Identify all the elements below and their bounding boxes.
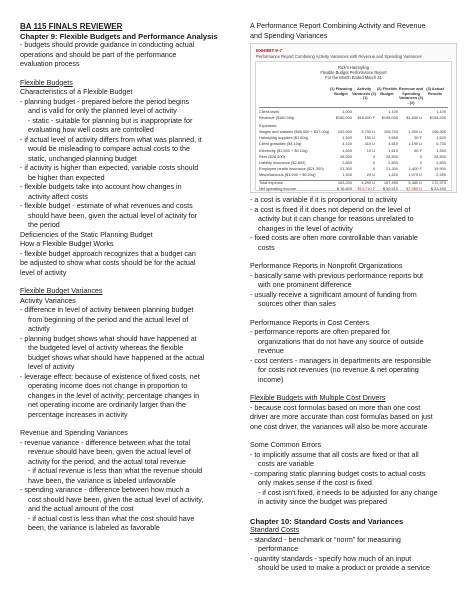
figure-cell: 150 U — [364, 135, 375, 141]
figure-cell: 0 — [372, 166, 375, 172]
indented-line: revenue should have been, given the actual level of — [28, 448, 191, 456]
figure-cell: 0 — [372, 160, 375, 165]
figure-column-header: (2) Flexible Budget — [376, 86, 398, 96]
text-line: and Spending Variances — [250, 31, 328, 40]
text-line: - difference in level of activity between planning budget — [20, 306, 194, 314]
chapter-heading: Chapter 10: Standard Costs and Variances — [250, 516, 404, 526]
indented-line: be higher than expected — [28, 173, 105, 182]
text-line: Performance Reports in Nonprofit Organizations — [250, 262, 403, 270]
figure-row-label: Electricity ($1,500 + $0.10q) — [259, 147, 308, 153]
figure-cell: $180,000 — [335, 115, 352, 121]
figure-cell: 10 U — [366, 147, 375, 153]
figure-cell: 167,490 — [383, 180, 398, 185]
figure-title-line: Flexible Budget Performance Report — [320, 70, 387, 75]
indented-line: static, unchanged planning budget — [28, 154, 137, 163]
figure-rule — [259, 107, 448, 108]
indented-line: changes in the level of activity; percentage changes in — [28, 391, 200, 400]
text-line: - flexible budget approach recognizes that a budget can — [20, 249, 196, 258]
figure-subtitle: Performance Report Combining Activity Variances with Revenue and Spending Variances — [256, 54, 422, 59]
indented-line: should have been, given the actual level of activity for — [28, 211, 198, 220]
spacer — [250, 385, 462, 394]
figure-cell: 105,700 — [383, 129, 398, 134]
figure-table — [255, 61, 452, 191]
figure-cell: 102,000 — [337, 129, 352, 134]
spacer — [250, 432, 462, 441]
figure-cell: 28,500 — [434, 153, 446, 159]
figure-cell: $1,600 U — [406, 115, 422, 121]
text-line: - flexible budgets take into account how changes in — [20, 183, 182, 191]
indented-line: - static - suitable for planning but is inappropriate for — [28, 116, 193, 125]
text-line: Activity Variances — [20, 296, 76, 305]
text-line: - standard - benchmark or “norm” for measuring — [250, 535, 401, 544]
figure-cell: $ 16,800 — [336, 186, 352, 192]
text-line: How a Flexible Budget Works — [20, 240, 114, 248]
indented-line: income) — [258, 375, 284, 384]
indented-line: and is valid for only the planned level of activity — [28, 107, 177, 115]
figure-cell: 163,200 — [337, 180, 352, 185]
section-heading: Flexible Budgets — [20, 78, 73, 87]
indented-line: should be used to make a product or provide a service — [258, 564, 430, 572]
figure-cell: 0 — [419, 153, 422, 159]
text-line: - if activity is higher than expected, variable costs should — [20, 164, 199, 172]
indented-line: activity but it can change for reasons unrelated to — [258, 215, 414, 223]
indented-line: the period — [28, 221, 60, 229]
figure-cell: 0 — [419, 160, 422, 165]
indented-line: activity affect costs — [28, 192, 88, 201]
indented-line: the budgeted level of activity whereas the flexible — [28, 344, 184, 352]
text-line: driver are more accurate than cost formulas based on just — [250, 413, 433, 421]
text-line: - a cost is fixed if it does not depend on the level of — [250, 205, 411, 214]
figure-cell: 19,900 — [434, 166, 446, 172]
figure-row-label: Revenue ($180.00q) — [259, 115, 295, 121]
indented-line: from beginning of the period and the actual level of — [28, 315, 189, 324]
text-line: Revenue and Spending Variances — [20, 429, 128, 437]
figure-column-header: Activity Variances (2) - (1) — [351, 86, 376, 101]
indented-line: costs — [258, 243, 275, 252]
right-column-notes — [250, 196, 462, 574]
text-line: one cost driver, the variances will also be more accurate — [250, 422, 428, 431]
text-line: - usually receive a significant amount of funding from — [250, 290, 417, 299]
text-line: - a cost is variable if it is proportional to activity — [250, 196, 398, 204]
text-line: - fixed costs are often more controllable than variable — [250, 234, 418, 242]
text-line: - revenue variance - difference between what the total — [20, 438, 191, 447]
figure-cell: 1,400 F — [408, 166, 422, 172]
indented-line: have been, the variance is labeled unfavorable — [28, 476, 176, 485]
figure-cell: 1,420 — [388, 172, 398, 178]
text-line: - spending variance - difference between how much a — [20, 486, 190, 494]
indented-line: activity — [28, 325, 50, 333]
text-line: - because cost formulas based on more than one cost — [250, 403, 421, 412]
figure-cell: 4,510 — [388, 141, 398, 147]
figure-row-label: Liability insurance ($2,800) — [259, 160, 306, 165]
figure-cell: 1,650 — [388, 135, 398, 141]
figure-cell: 2,800 — [436, 160, 446, 165]
indented-line: - if actual cost is less than what the cost should have — [28, 514, 195, 523]
indented-line: activity for the period, and the actual total revenue — [28, 457, 186, 466]
text-line: Performance Reports in Cost Centers — [250, 318, 370, 327]
text-line: Deficiencies of the Static Planning Budget — [20, 230, 153, 239]
figure-cell: 3,700 U — [361, 129, 375, 134]
figure-cell: 1,550 — [436, 147, 446, 153]
text-line: - performance reports are often prepared for — [250, 328, 390, 336]
text-line: A Performance Report Combining Activity and Revenue — [250, 22, 426, 30]
figure-row-label: Client-visits — [259, 109, 279, 114]
document-title: BA 115 FINALS REVIEWER — [20, 22, 123, 31]
indented-line: percentage increases in activity — [28, 410, 128, 419]
indented-line: been, the variance is labeled as favorable — [28, 524, 160, 532]
text-line: - if actual level of activity differs from what was planned, it — [20, 135, 202, 144]
text-line: evaluation process — [20, 60, 80, 68]
text-line: - flexible budget - estimate of what revenues and costs — [20, 202, 193, 210]
indented-line: sources other than sales — [258, 300, 336, 308]
indented-line: costs are variable — [258, 460, 314, 468]
text-line: - planning budget - prepared before the period begins — [20, 97, 190, 106]
section-heading: Flexible Budgets with Multiple Cost Drivers — [250, 394, 386, 402]
figure-cell: 1,000 U — [408, 129, 422, 134]
figure-cell: 1,070 U — [408, 172, 422, 178]
figure-cell: $ 23,430 — [430, 186, 446, 192]
figure-cell: 1,400 — [342, 172, 352, 178]
figure-cell: 1,500 — [342, 135, 352, 141]
indented-line: would be misleading to compare actual costs to the — [28, 145, 190, 153]
indented-line: revenue — [258, 347, 284, 355]
spacer — [20, 420, 238, 429]
indented-line: operating income does not change in proportion to — [28, 382, 188, 390]
figure-title-line: Rick's Hairstyling — [337, 65, 370, 70]
figure-row-label: Net operating income — [259, 186, 296, 192]
indented-line: level of activity — [28, 363, 75, 371]
figure-cell: $ 30,510 — [382, 186, 398, 192]
text-line: - planning budget shows what should have happened at — [20, 334, 197, 343]
figure-cell: 5,480 U — [408, 180, 422, 185]
figure-title-line: For the Month Ended March 31 — [325, 75, 382, 80]
figure-row-label: Client gratuities ($4.10q) — [259, 141, 302, 147]
text-line: - leverage effect: because of existence of fixed costs, net — [20, 372, 200, 381]
figure-cell: $7,080 U — [406, 186, 422, 192]
figure-row-label: Hairstyling supplies ($1.50q) — [259, 135, 309, 141]
figure-cell: 1,100 — [436, 109, 446, 114]
figure-row-label: Employee health insurance ($21,300) — [259, 166, 324, 172]
text-line: - to implicitly assume that all costs are fixed or that all — [250, 450, 419, 459]
figure-column-header: (1) Planning Budget — [329, 86, 353, 96]
text-line: - budgets should provide guidance in conducting actual — [20, 41, 195, 49]
figure-row-label: Wages and salaries ($65,000 + $37.00q) — [259, 129, 330, 134]
indented-line: organizations that do not have any source of outside — [258, 337, 424, 346]
figure-row-label: Expenses: — [259, 122, 278, 128]
indented-line: budget shows what should have happened at the actual — [28, 353, 205, 362]
figure-cell: 1,190 U — [408, 141, 422, 147]
figure-cell: 20 U — [366, 172, 375, 178]
figure-cell: 4,100 — [342, 141, 352, 147]
indented-line: evaluating how well costs are controlled — [28, 126, 154, 134]
figure-row-label: Rent ($28,500) — [259, 153, 285, 159]
text-line: be adjusted to show what costs should be for the actual — [20, 259, 196, 267]
figure-column-header: (3) Actual Results — [426, 86, 444, 96]
section-heading: Standard Costs — [250, 526, 300, 534]
figure-cell: 28,500 — [340, 153, 352, 159]
spacer — [250, 508, 462, 517]
indented-line: in activity since the budget was prepared — [258, 498, 388, 506]
figure-column-header: Revenue and Spending Variances (3) - (2) — [398, 86, 424, 105]
figure-cell: 30 F — [414, 135, 422, 141]
text-line: - basically same with previous performance reports but — [250, 271, 424, 280]
performance-report-figure — [250, 43, 457, 193]
spacer — [250, 253, 462, 262]
figure-cell: $13,710 F — [357, 186, 375, 192]
text-line: Characteristics of a Flexible Budget — [20, 88, 133, 96]
figure-row-label: Total expense — [259, 180, 284, 185]
figure-cell: 1,600 — [342, 147, 352, 153]
figure-cell: 0 — [372, 153, 375, 159]
chapter-heading: Chapter 9: Flexible Budgets and Performance Analysis — [20, 31, 218, 41]
indented-line: for costs not revenues (no revenue & net operating — [258, 366, 419, 374]
spacer — [250, 310, 462, 319]
figure-cell: $18,000 F — [357, 115, 375, 121]
indented-line: cost should have been, given the actual level of activity, — [28, 495, 204, 504]
text-line: operations and should be part of the performance — [20, 50, 177, 59]
figure-exhibit-label: EXHIBIT 9-7 — [256, 48, 283, 53]
figure-cell: 1,000 — [342, 109, 352, 114]
figure-cell: 21,300 — [386, 166, 398, 172]
figure-caption — [250, 22, 462, 41]
indented-line: - if actual revenue is less than what the revenue should — [28, 467, 203, 475]
indented-line: only makes sense if the cost is fixed — [258, 479, 372, 487]
section-heading: Flexible Budget Variances — [20, 287, 103, 295]
figure-cell: 2,800 — [342, 160, 352, 165]
figure-cell: 60 F — [414, 147, 422, 153]
figure-cell: $194,200 — [429, 115, 446, 121]
right-column — [250, 22, 462, 574]
figure-cell: 410 U — [364, 141, 375, 147]
figure-cell: 4,290 U — [361, 180, 375, 185]
indented-line: with one prominent difference — [258, 281, 352, 289]
figure-cell: 106,900 — [431, 129, 446, 134]
figure-cell: 2,490 — [436, 172, 446, 178]
indented-line: performance — [258, 545, 299, 553]
indented-line: net operating income are ordinarily larger than the — [28, 401, 186, 409]
text-line: - quantity standards - specify how much of an input — [250, 554, 412, 563]
figure-cell: 2,800 — [388, 160, 398, 165]
left-column — [20, 22, 238, 534]
figure-cell: 5,700 — [436, 141, 446, 147]
indented-line: and the actual amount of the cost — [28, 505, 134, 513]
indented-line: - if cost isn't fixed, it needs to be adjusted for any change — [258, 488, 438, 497]
figure-cell: 28,500 — [386, 153, 398, 159]
figure-cell: 1,620 — [436, 135, 446, 141]
text-line: - comparing static planning budget costs to actual costs — [250, 469, 426, 478]
figure-cell: 1,610 — [388, 147, 398, 153]
figure-cell: 21,300 — [340, 166, 352, 172]
figure-cell: $198,000 — [381, 115, 398, 121]
spacer — [20, 70, 238, 79]
text-line: - cost centers - managers in departments are responsible — [250, 356, 431, 365]
indented-line: changes in the level of activity — [258, 224, 353, 233]
spacer — [20, 278, 238, 287]
figure-cell: 1,100 — [388, 109, 398, 114]
figure-row-label: Miscellaneous ($1,200 + $0.20q) — [259, 172, 316, 178]
figure-table-title — [256, 65, 451, 80]
text-line: Some Common Errors — [250, 441, 322, 449]
text-line: level of activity — [20, 268, 67, 277]
figure-cell: 172,970 — [431, 180, 446, 185]
